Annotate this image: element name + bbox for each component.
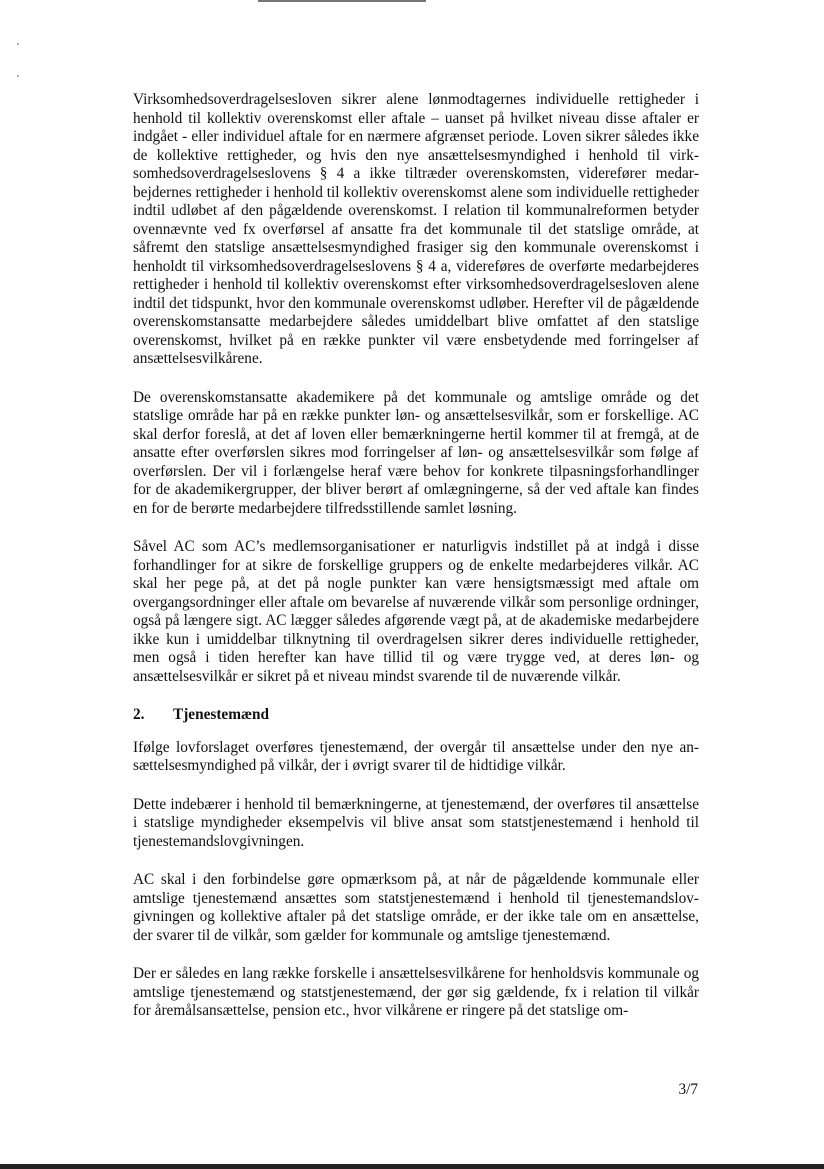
section-number: 2.	[133, 706, 145, 723]
paragraph: Såvel AC som AC’s medlemsorganisationer er naturligvis indstillet på at indgå i disse forhandlinger for at sikre de forskellige gruppers og de enkelte medarbejderes vilkår. AC skal her pege på, at det på nogle punkter kan være hensigtsmæssigt med aftale om overgangsordninger eller aftale om bevarelse af nuværende vilkår som personlige ordninger, også på længere sigt. AC lægger således afgørende vægt på, at de akademiske medarbejdere ikke kun i umiddelbar tilknytning til overdragelsen sikrer deres individuelle rettigheder, men også i tiden herefter kan have tillid til og være trygge ved, at deres løn- og ansættelsesvilkår er sikret på et niveau mindst svarende til de nuværende vilkår.	[133, 538, 699, 685]
paragraph: AC skal i den forbindelse gøre opmærksom på, at når de pågældende kommunale eller amtslige tjenestemænd ansættes som statstjenestemænd i henhold til tjenestemandslovgivningen og kollektive aftaler på det statslige område, er der ikke tale om en ansættelse, der svarer til de vilkår, som gælder for kommunale og amtslige tjenestemænd.	[133, 871, 699, 944]
paragraph: Dette indebærer i henhold til bemærkningerne, at tjenestemænd, der overføres til ansættelse i statslige myndigheder eksempelvis vil blive ansat som statstjenestemænd i henhold til tjenestemandslovgivningen.	[133, 795, 699, 850]
document-body	[133, 91, 699, 1041]
section-title: Tjenestemænd	[173, 706, 270, 723]
paragraph: Ifølge lovforslaget overføres tjenestemænd, der overgår til ansættelse under den nye ansættelsesmyndighed på vilkår, der i øvrigt svarer til de hidtidige vilkår.	[133, 738, 699, 774]
paragraph: Der er således en lang række forskelle i ansættelsesvilkårene for henholdsvis kommunale og amtslige tjenestemænd og statstjenestemænd, der gør sig gældende, fx i relation til vilkår for åremålsansættelse, pension etc., hvor vilkårene er ringere på det statslige om-	[133, 965, 699, 1019]
margin-speck	[17, 43, 19, 45]
section-heading	[133, 706, 699, 725]
page-number: 3/7	[678, 1081, 698, 1098]
scan-edge-top	[258, 0, 426, 2]
paragraph: Virksomhedsoverdragelsesloven sikrer alene lønmodtagernes individuelle rettigheder i henhold til kollektiv overenskomst eller aftale – uanset på hvilket niveau disse aftaler er indgået - eller individuel aftale for en nærmere afgrænset periode. Loven sikrer således ikke de kollektive rettigheder, og hvis den nye ansættelsesmyndighed i henhold til virksomhedsoverdragelseslovens § 4 a ikke tiltræder overenskomsten, viderefører medarbejdernes rettigheder i henhold til kollektiv overenskomst alene som individuelle rettigheder indtil udløbet af den pågældende overenskomst. I relation til kommunalreformen betyder ovennævnte ved fx overførsel af ansatte fra det kommunale til det statslige område, at såfremt den statslige ansættelsesmyndighed frasiger sig den kommunale overenskomst i henholdt til virksomhedsoverdragelseslovens § 4 a, videreføres de overførte medarbejderes rettigheder i henhold til kollektiv overenskomst efter virksomhedsoverdragelsesloven alene indtil det tidspunkt, hvor den kommunale overenskomst udløber. Herefter vil de pågældende overenskomstansatte medarbejdere således umiddelbart blive omfattet af den statslige overenskomst, hvilket på en række punkter vil være ensbetydende med forringelser af ansættelsesvilkårene.	[133, 91, 699, 367]
margin-speck	[17, 75, 19, 77]
scan-edge-bottom	[0, 1164, 824, 1169]
paragraph: De overenskomstansatte akademikere på det kommunale og amtslige område og det statslige område har på en række punkter løn- og ansættelsesvilkår, som er forskellige. AC skal derfor foreslå, at det af loven eller bemærkningerne hertil kommer til at fremgå, at de ansatte efter overførslen sikres mod forringelser af løn- og ansættelsesvilkår som følge af overførslen. Der vil i forlængelse heraf være behov for konkrete tilpasningsforhandlinger for de akademikergrupper, der bliver berørt af omlægningerne, så der ved aftale kan findes en for de berørte medarbejdere tilfredsstillende samlet løsning.	[133, 388, 699, 517]
